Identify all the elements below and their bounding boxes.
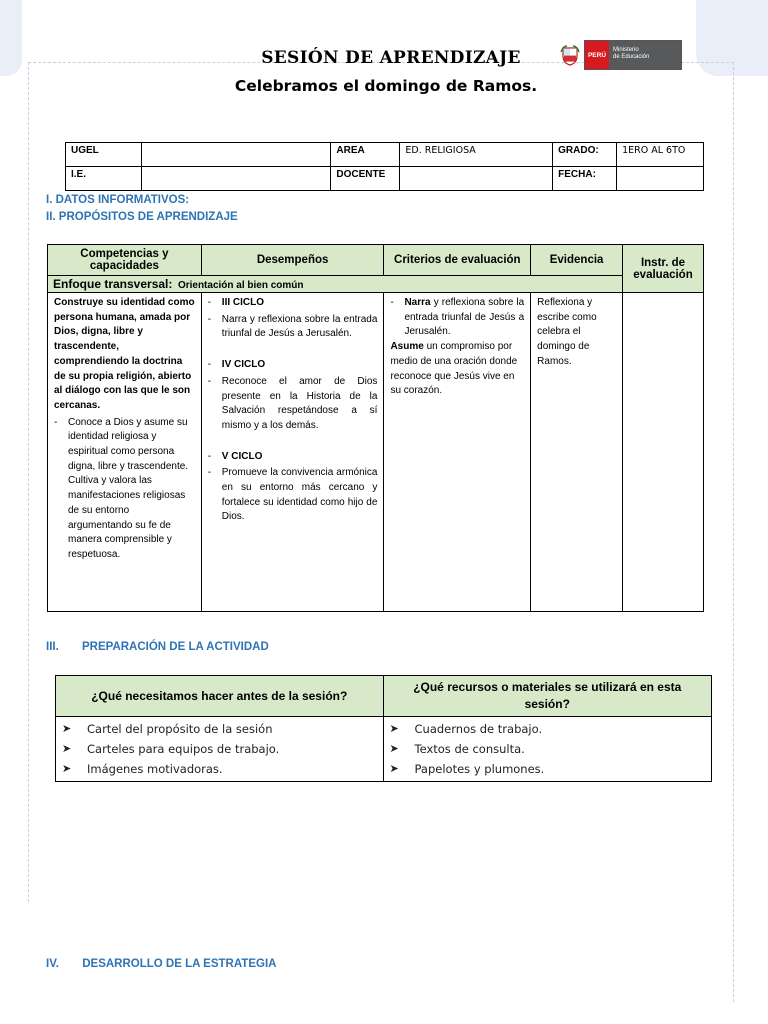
section-4-title: DESARROLLO DE LA ESTRATEGIA: [82, 958, 277, 970]
arrow-bullet-icon: ➤: [389, 762, 399, 775]
logo-ministry-line1: Ministerio: [613, 47, 639, 53]
arrow-bullet-icon: ➤: [62, 722, 72, 735]
fecha-field[interactable]: [617, 167, 704, 191]
section-heading-datos: I. DATOS INFORMATIVOS:: [46, 194, 190, 206]
criterio-1-verb: Narra: [404, 297, 431, 308]
desempenos-cell: - III CICLO - Narra y reflexiona sobre la entrada triunfal de Jesús a Jerusalén. - IV CICLO - Reconoce el amor de Dios presente en la Historia de la Salvación respetándose a sí mismo y a los demás. - V CICLO - Promueve la convivencia armónica en su entorno más cercano y fortalece su identidad como hijo de Dios.: [201, 293, 384, 612]
ciclo-4-text: Reconoce el amor de Dios presente en la Historia de la Salvación respetándose a sí mismo y a los demás.: [221, 375, 378, 431]
arrow-bullet-icon: ➤: [62, 762, 72, 775]
ugel-field[interactable]: [141, 143, 331, 167]
list-item: ➤ Imágenes motivadoras.: [62, 759, 377, 779]
header-criterios: Criterios de evaluación: [384, 245, 531, 276]
header-competencias: Competencias y capacidades: [48, 245, 202, 276]
enfoque-label: Enfoque transversal:: [53, 277, 173, 291]
document-title: SESIÓN DE APRENDIZAJE: [261, 48, 521, 68]
ciclo-5-label: V CICLO: [221, 450, 263, 462]
purpose-table: [47, 244, 704, 612]
capacidad-2-text: Cultiva y valora las manifestaciones religiosas de su entorno argumentando su fe de manera comprensible y respetuosa.: [68, 475, 186, 560]
list-item: ➤ Cuadernos de trabajo.: [390, 719, 705, 739]
capacidad-item: - Conoce a Dios y asume su identidad religiosa y espiritual como persona digna, libre y trascendente.: [54, 416, 195, 475]
criterio-2-text: un compromiso por medio de una oración donde reconoce que Jesús vive en su corazón.: [390, 341, 518, 397]
criterio-2-verb: Asume: [390, 341, 424, 353]
fecha-label: FECHA:: [553, 167, 617, 191]
prep-header-before: ¿Qué necesitamos hacer antes de la sesión?: [56, 676, 384, 717]
ciclo-4-label: IV CICLO: [221, 359, 266, 371]
header-instrumento: Instr. de evaluación: [623, 245, 704, 293]
arrow-bullet-icon: ➤: [389, 742, 399, 755]
logo-ministry-line2: de Educación: [613, 54, 650, 60]
instrumento-cell[interactable]: [623, 293, 704, 612]
area-label: AREA: [331, 143, 400, 167]
logo-country: PERÚ: [585, 41, 609, 69]
section-3-number: III.: [46, 641, 59, 653]
preparation-table: [55, 675, 712, 782]
list-item: ➤ Textos de consulta.: [390, 739, 705, 759]
competencias-cell: [48, 293, 202, 612]
page-border-right: [733, 62, 734, 1002]
enfoque-transversal-row: [48, 276, 623, 293]
ugel-label: UGEL: [66, 143, 142, 167]
ciclo-5-text: Promueve la convivencia armónica en su entorno más cercano y fortalece su identidad como hijo de Dios.: [221, 467, 378, 523]
competencia-text: Construye su identidad como persona humana, amada por Dios, digna, libre y trascendente, comprendiendo la doctrina de su propia religión, abierto al diálogo con las que le son cercanas.: [54, 297, 195, 411]
ie-field[interactable]: [141, 167, 331, 191]
section-heading-propositos: II. PROPÓSITOS DE APRENDIZAJE: [46, 211, 238, 223]
criterios-cell: - Narra y reflexiona sobre la entrada triunfal de Jesús a Jerusalén. Asume un compromiso por medio de una oración donde reconoce que Jesús vive en su corazón.: [384, 293, 531, 612]
section-3-title: PREPARACIÓN DE LA ACTIVIDAD: [81, 641, 269, 653]
peru-coat-of-arms-icon: [560, 44, 580, 66]
prep-before-cell: [56, 717, 384, 782]
section-heading-desarrollo: [46, 958, 276, 970]
minedu-logo: [560, 41, 682, 69]
ciclo-3-text: Narra y reflexiona sobre la entrada triunfal de Jesús a Jerusalén.: [221, 313, 378, 340]
header-evidencia: Evidencia: [531, 245, 623, 276]
section-heading-preparacion: [46, 641, 269, 653]
capacidad-1-text: Conoce a Dios y asume su identidad religiosa y espiritual como persona digna, libre y trascendente.: [68, 416, 189, 472]
list-item: ➤ Carteles para equipos de trabajo.: [62, 739, 377, 759]
evidencia-cell: Reflexiona y escribe como celebra el domingo de Ramos.: [531, 293, 623, 612]
list-item: ➤ Papelotes y plumones.: [390, 759, 705, 779]
prep-materials-cell: [383, 717, 711, 782]
enfoque-value: Orientación al bien común: [177, 280, 304, 291]
prep-header-materials: ¿Qué recursos o materiales se utilizará en esta sesión?: [383, 676, 711, 717]
criterio-1-text: y reflexiona sobre la entrada triunfal de Jesús a Jerusalén.: [404, 297, 525, 338]
arrow-bullet-icon: ➤: [389, 722, 399, 735]
document-subtitle: Celebramos el domingo de Ramos.: [234, 77, 538, 95]
info-table: [65, 142, 704, 191]
area-field[interactable]: ED. RELIGIOSA: [400, 143, 553, 167]
grado-field[interactable]: 1ERO AL 6TO: [617, 143, 704, 167]
ie-label: I.E.: [66, 167, 142, 191]
list-item: ➤ Cartel del propósito de la sesión: [62, 719, 377, 739]
grado-label: GRADO:: [553, 143, 617, 167]
section-4-number: IV.: [46, 958, 60, 970]
arrow-bullet-icon: ➤: [62, 742, 72, 755]
page-border-left: [28, 62, 29, 902]
ciclo-3-label: III CICLO: [221, 297, 265, 308]
docente-label: DOCENTE: [331, 167, 400, 191]
header-desempenos: Desempeños: [201, 245, 384, 276]
docente-field[interactable]: [400, 167, 553, 191]
